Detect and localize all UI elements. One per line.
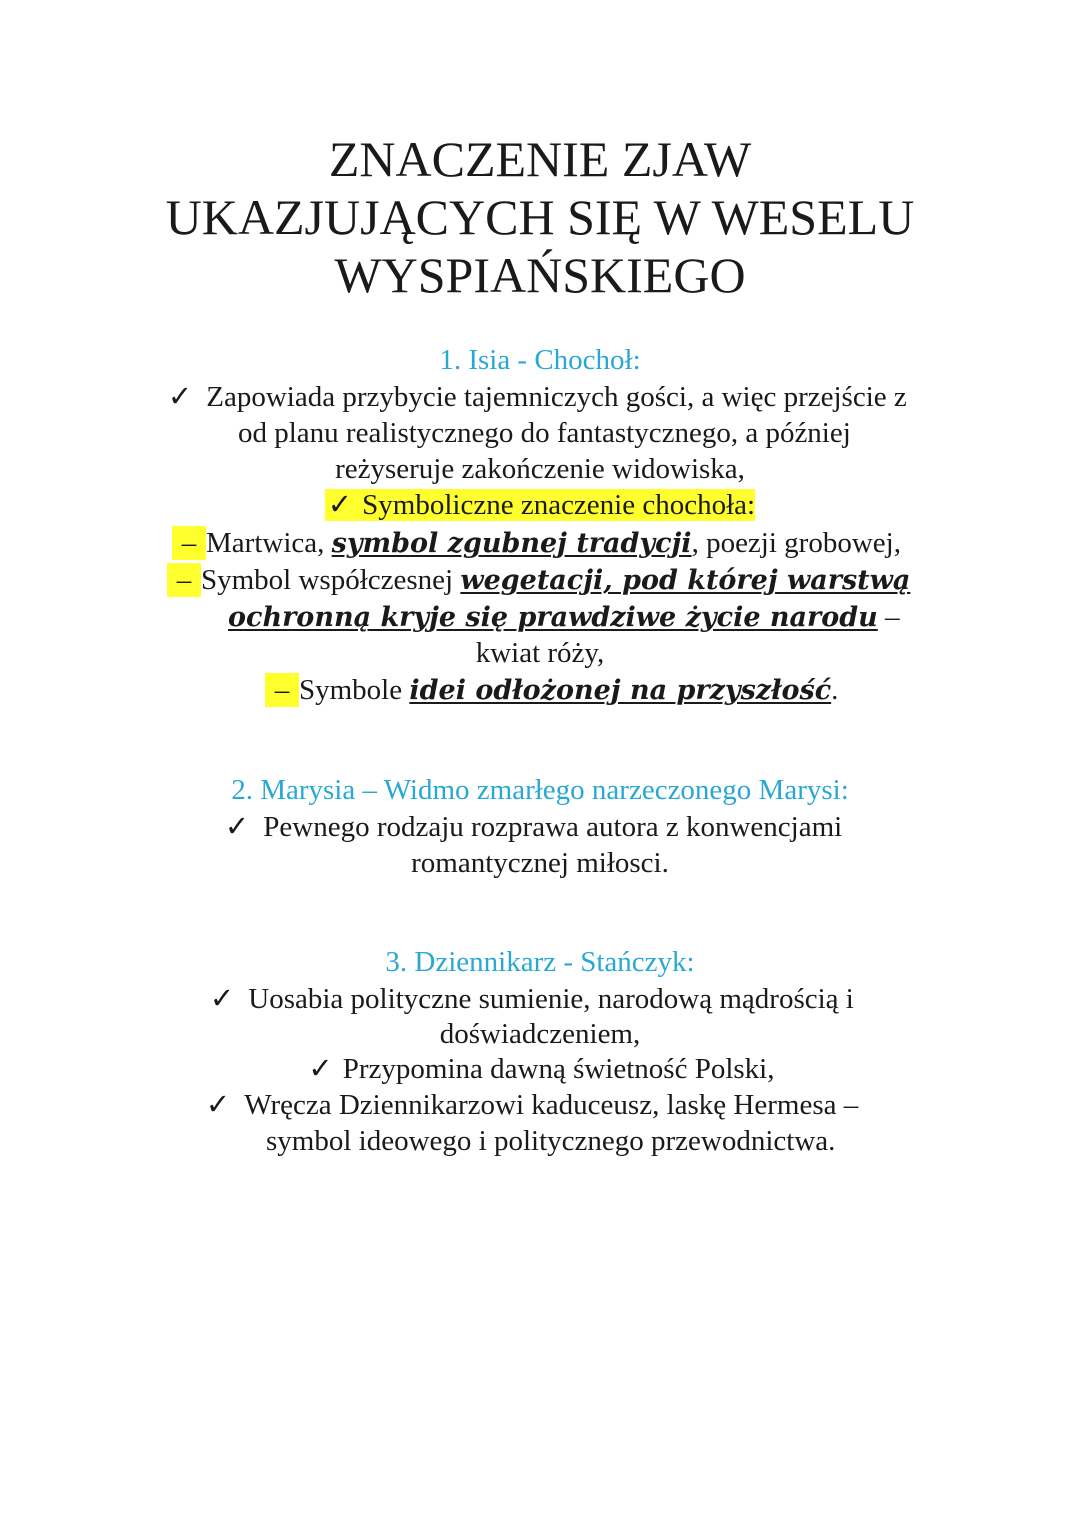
dash-marker: –: [265, 673, 299, 707]
sub-2-emphasis-a: wegetacji, pod której warstwą: [460, 565, 911, 596]
section-1-item-1-text: Zapowiada przybycie tajemniczych gości, a więc przejście z: [206, 381, 907, 413]
checkmark-icon: ✓: [167, 381, 193, 413]
section-1-item-1-line-1: [165, 380, 1015, 414]
section-1-item-1-line-3: reżyseruje zakończenie widowiska,: [335, 453, 745, 485]
section-2-item-1-line-2: romantycznej miłosci.: [411, 847, 669, 879]
section-1-item-2: [0, 488, 1080, 522]
checkmark-icon: ✓: [205, 1089, 231, 1121]
highlighted-subheading: [325, 489, 755, 521]
section-2-item-1-line-1: [222, 810, 1022, 844]
section-3-item-1-text: Uosabia polityczne sumienie, narodową mądrością i: [248, 983, 854, 1015]
checkmark-icon: ✓: [327, 489, 353, 521]
checkmark-icon: ✓: [224, 811, 250, 843]
checkmark-icon: ✓: [308, 1053, 333, 1085]
section-3-item-2-text: Przypomina dawną świetność Polski,: [342, 1053, 775, 1085]
section-3-item-2: [0, 1052, 1080, 1086]
section-2-item-1-text: Pewnego rodzaju rozprawa autora z konwencjami: [263, 811, 843, 843]
title-line-3: WYSPIAŃSKIEGO: [334, 247, 746, 303]
sub-2-rest: –: [877, 601, 900, 633]
section-2-heading: 2. Marysia – Widmo zmarłego narzeczonego Marysi:: [231, 774, 849, 806]
dash-marker: –: [167, 563, 201, 597]
title-line-2: UKAZJUJĄCYCH SIĘ W WESELU: [165, 189, 915, 245]
sub-2-emphasis-b: ochronną kryje się prawdziwe życie narodu: [228, 602, 878, 633]
section-1-sub-2-line-3: kwiat róży,: [475, 637, 605, 669]
sub-3-rest: .: [831, 674, 839, 706]
section-1-sub-2-line-2: [228, 600, 1028, 635]
section-3-heading: 3. Dziennikarz - Stańczyk:: [385, 946, 695, 978]
dash-marker: –: [172, 526, 206, 560]
section-3-item-3-line-2: symbol ideowego i politycznego przewodnictwa.: [266, 1125, 836, 1157]
checkmark-icon: ✓: [209, 983, 235, 1015]
sub-1-emphasis: symbol zgubnej tradycji: [331, 528, 692, 559]
section-1-sub-3: [265, 673, 1025, 708]
sub-2-text: Symbol współczesnej: [201, 564, 461, 596]
sub-3-text: Symbole: [299, 674, 410, 706]
section-1-sub-1: [172, 526, 1032, 561]
section-3-item-3-line-1: [203, 1088, 1023, 1122]
title-line-1: ZNACZENIE ZJAW: [328, 131, 752, 187]
section-3-item-3-text: Wręcza Dziennikarzowi kaduceusz, laskę Hermesa –: [244, 1089, 859, 1121]
section-1-heading: 1. Isia - Chochoł:: [439, 344, 641, 376]
sub-1-text: Martwica,: [206, 527, 332, 559]
sub-1-rest: , poezji grobowej,: [691, 527, 901, 559]
section-1-sub-2: [167, 563, 1027, 598]
section-3-item-1-line-1: [207, 982, 1027, 1016]
sub-3-emphasis: idei odłożonej na przyszłość: [409, 675, 832, 706]
section-3-item-1-line-2: doświadczeniem,: [439, 1018, 641, 1050]
page-title: [90, 130, 990, 304]
section-1-item-2-text: Symboliczne znaczenie chochoła:: [362, 489, 756, 521]
section-1-item-1-line-2: od planu realistycznego do fantastycznego, a później: [238, 417, 851, 449]
